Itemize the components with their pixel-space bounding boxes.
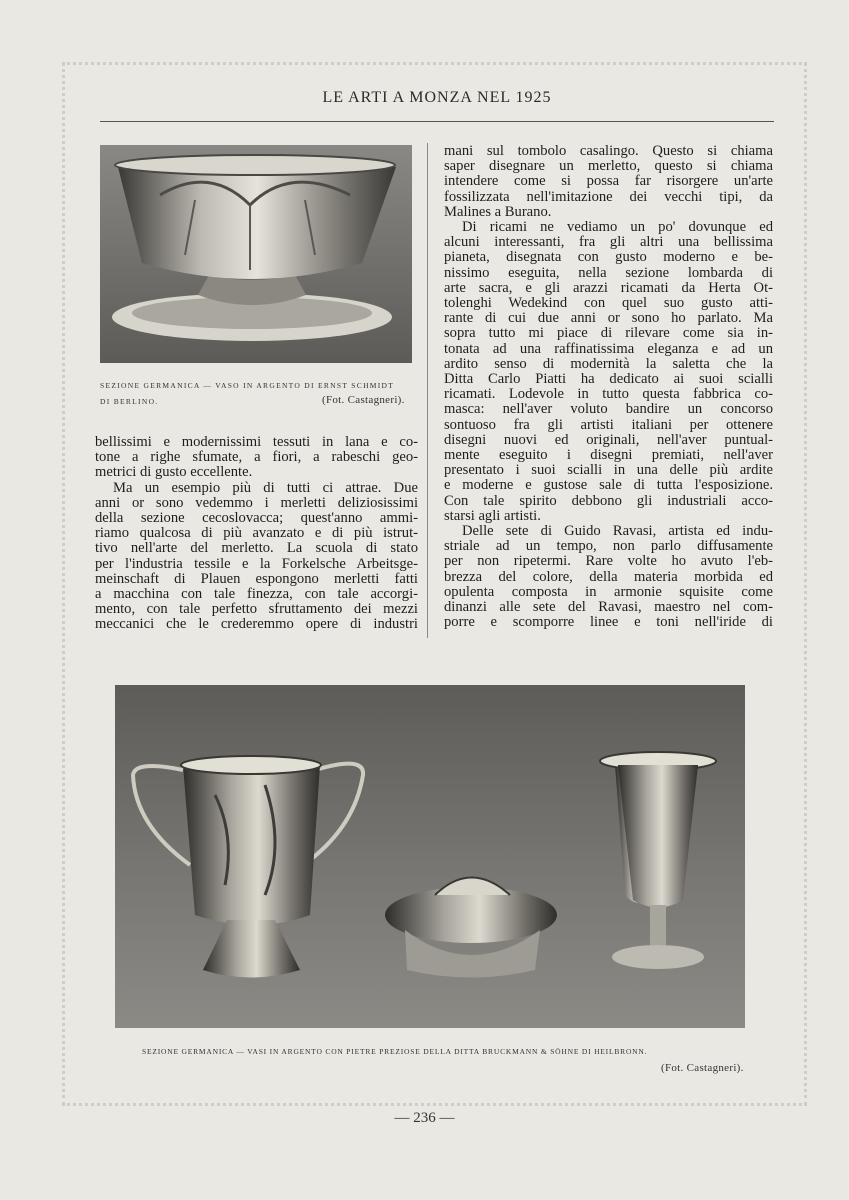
text-line: mento, con tale perfetto sfruttamento dei mezzi [95,601,418,618]
left-paragraph-1 [95,435,418,481]
top-figure-credit: (Fot. Castagneri). [322,394,405,406]
running-header: LE ARTI A MONZA NEL 1925 [322,89,552,106]
text-line: porre e scomporre linee e toni nell'iride di [444,614,773,631]
text-line: tolenghi Wedekind con quel suo gusto atti- [444,295,773,312]
text-line: tivo nell'arte del merletto. La scuola di stato [95,540,418,557]
text-line: tone a righe sfumate, a fiori, a rabeschi geo- [95,449,418,466]
text-line: e moderne e gustose sale di tutta l'esposizione. [444,477,773,494]
text-line: pianeta, disegnata con gusto moderno e be- [444,249,773,266]
right-paragraph-1 [444,144,773,220]
text-line: intendere come si possa far risorgere un'arte [444,173,773,190]
text-line: meccanici che le crederemmo opere di industri [95,616,418,633]
text-line: sopra tutto mi piace di rilevare come sia in- [444,325,773,342]
text-line: masca: nell'aver voluto bandire un concorso [444,401,773,418]
top-figure-caption-line2: DI BERLINO. [100,397,159,406]
text-line: Ma un esempio più di tutti ci attrae. Due [113,479,418,496]
text-line: sontuoso fra gli artisti italiani per ottenere [444,416,773,433]
right-column-text [444,144,773,631]
text-line: della sezione cecoslovacca; quest'anno ammi- [95,510,418,527]
text-line: disegni nuovi ed originali, nell'aver puntual- [444,431,773,448]
bottom-figure-caption: SEZIONE GERMANICA — VASI IN ARGENTO CON PIETRE PREZIOSE DELLA DITTA BRUCKMANN & SÖHNE DI HEILBRONN. [142,1047,648,1056]
header-rule [100,121,774,122]
text-line: per l'industria tessile e la Forkelsche Arbeitsge- [95,555,418,572]
page-number: — 236 — [394,1110,455,1126]
text-line: per non ripetermi. Rare volte ho avuto l'eb- [444,553,773,570]
silver-bowl-photo [100,145,412,363]
text-line: brezza del colore, della materia morbida ed [444,568,773,585]
text-line: arte sacra, e gli arazzi ricamati da Herta Ot- [444,279,773,296]
text-line: opulenta composta in armonie squisite come [444,583,773,600]
text-line: a macchina con tale finezza, con tale accorgi- [95,586,418,603]
left-column-text [95,435,418,633]
text-line: starsi agli artisti. [444,507,541,524]
column-divider [427,143,428,638]
text-line: dinanzi alle sete del Ravasi, maestro nel com- [444,599,773,616]
text-line: meinschaft di Plauen espongono merletti fatti [95,570,418,587]
text-line: presentato i suoi scialli in una delle più ardite [444,462,773,479]
text-line: nissimo eseguita, nella sezione lombarda di [444,264,773,281]
text-line: ricamati. Lodevole in tutto questa fabbrica co- [444,386,773,403]
text-line: striale ad un tempo, non parlo diffusamente [444,538,773,555]
text-line: anni or sono vedemmo i merletti deliziosissimi [95,494,418,511]
text-line: ardito senso di modernità la saletta che la [444,355,773,372]
text-line: rante di cui due anni or sono ho parlato. Ma [444,310,773,327]
text-line: riamo qualcosa di più avanzato e di più istrut- [95,525,418,542]
silver-vessels-photo [115,685,745,1028]
top-figure-caption-line1: SEZIONE GERMANICA — VASO IN ARGENTO DI ERNST SCHMIDT [100,381,395,390]
text-line: metrici di gusto eccellente. [95,464,253,481]
text-line: Con tale spirito debbono gli industriali acco- [444,492,773,509]
text-line: mani sul tombolo casalingo. Questo si chiama [444,143,773,159]
text-line: Delle sete di Guido Ravasi, artista ed indu- [462,523,773,540]
right-paragraph-3 [444,524,773,630]
right-paragraph-2 [444,220,773,524]
text-line: saper disegnare un merletto, questo si chiama [444,158,773,175]
left-paragraph-2 [95,481,418,633]
text-line: Ditta Carlo Piatti ha dedicato ai suoi scialli [444,371,773,388]
text-line: mente eseguito i disegni premiati, nell'aver [444,447,773,464]
text-line: tonata ad una raffinatissima eleganza e ad un [444,340,773,357]
text-line: fossilizzata nell'imitazione dei vecchi tipi, da [444,188,773,205]
text-line: bellissimi e modernissimi tessuti in lana e co- [95,434,418,450]
text-line: Malines a Burano. [444,203,552,220]
text-line: alcuni interessanti, fra gli altri una bellissima [444,234,773,251]
text-line: Di ricami ne vediamo un po' dovunque ed [462,219,773,236]
bottom-figure-credit: (Fot. Castagneri). [661,1062,744,1074]
